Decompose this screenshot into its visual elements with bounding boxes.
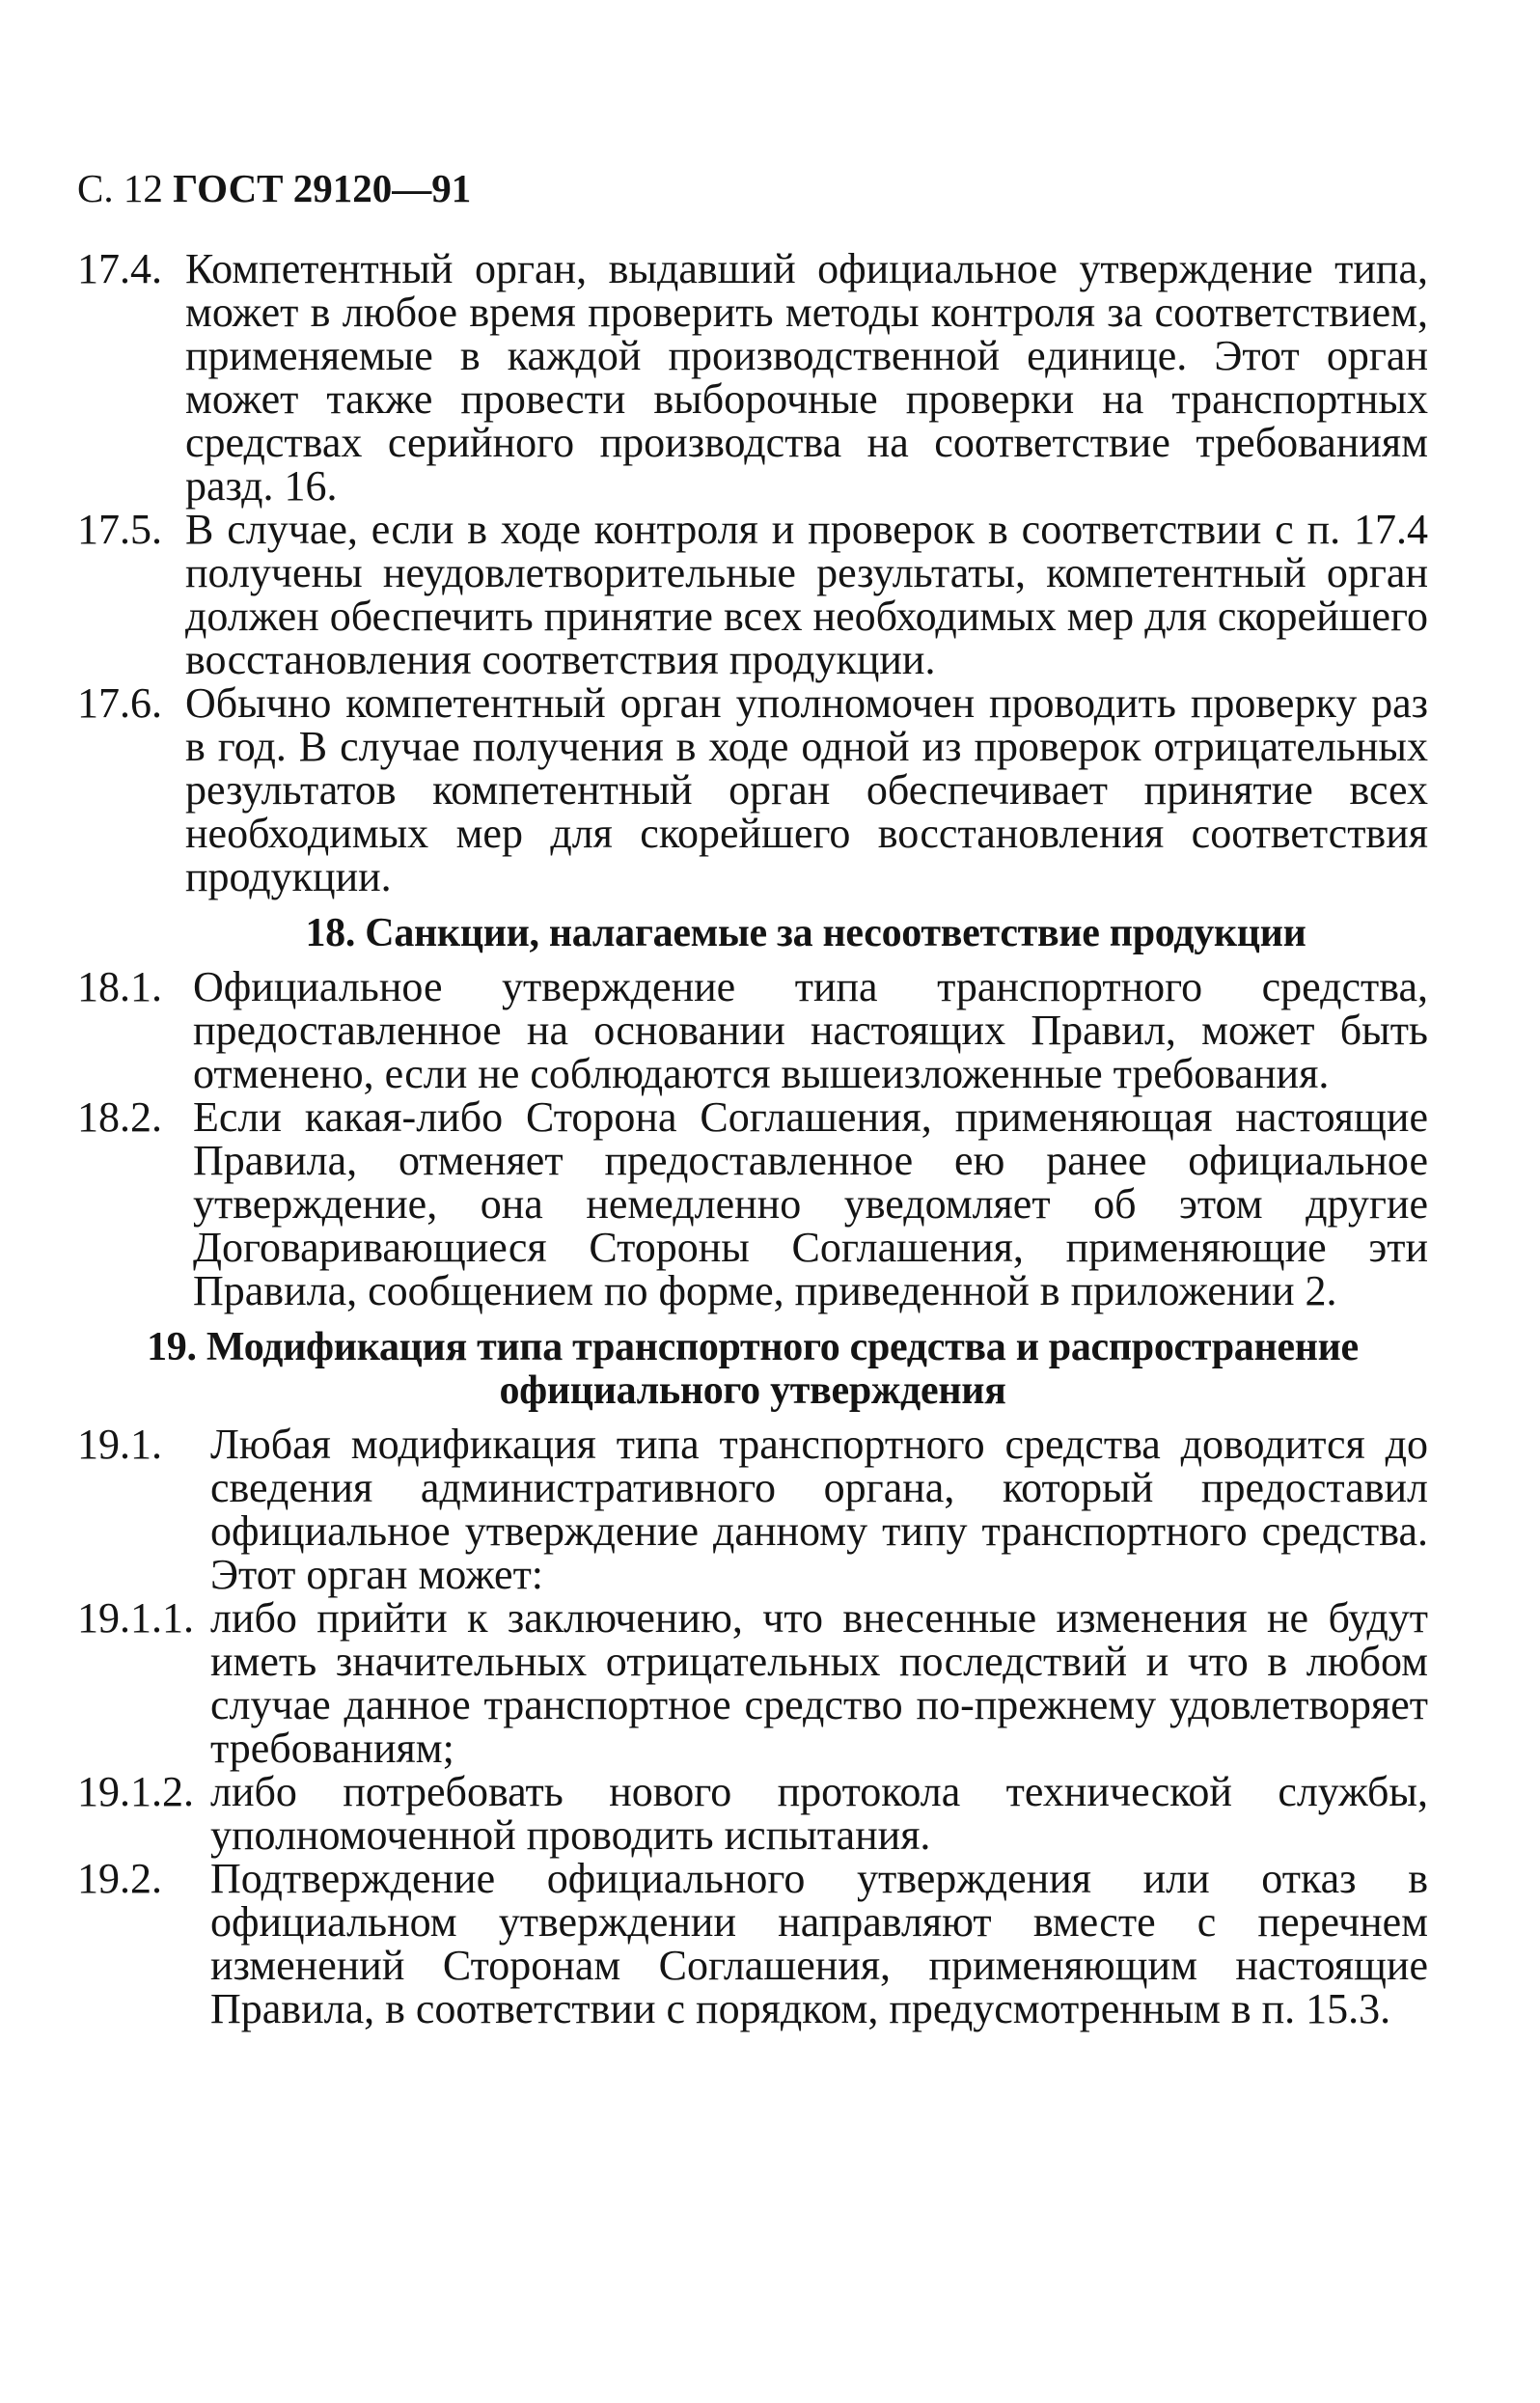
page-header bbox=[77, 166, 472, 210]
clause-text: Официальное утверждение типа транспортного средства, предоставленное на основании настоящих Правил, может быть отменено, если не соблюдаются вышеизложенные требования. bbox=[193, 963, 1428, 1097]
page-number: С. 12 bbox=[77, 166, 163, 210]
clause-text: Компетентный орган, выдавший официальное утверждение типа, может в любое время проверить методы контроля за соответствием, применяемые в каждой производственной единице. Этот орган может также провести выборочные проверки на транспортных средствах серийного производства на соответствие требованиям разд. 16. bbox=[185, 245, 1428, 510]
clause-number: 17.4. bbox=[77, 245, 162, 292]
clause-19-2 bbox=[77, 1857, 1428, 2030]
clause-number: 18.1. bbox=[77, 963, 162, 1010]
clause-text: Если какая-либо Сторона Соглашения, применяющая настоящие Правила, отменяет предоставленное ею ранее официальное утверждение, она немедленно уведомляет об этом другие Договаривающиеся Стороны Соглашения, применяющие эти Правила, сообщением по форме, приведенной в приложении 2. bbox=[193, 1093, 1428, 1314]
clause-number: 19.1.2. bbox=[77, 1768, 194, 1815]
section-19-heading: 19. Модификация типа транспортного средства и распространение официального утверждения bbox=[147, 1325, 1359, 1413]
clause-number: 19.1.1. bbox=[77, 1594, 194, 1642]
clause-number: 17.6. bbox=[77, 679, 162, 727]
clause-number: 19.2. bbox=[77, 1855, 162, 1902]
clause-17-6 bbox=[77, 681, 1428, 898]
clause-text: либо прийти к заключению, что внесенные изменения не будут иметь значительных отрицательных последствий и что в любом случае данное транспортное средство по-прежнему удовлетворяет требованиям; bbox=[210, 1594, 1428, 1772]
clause-17-4 bbox=[77, 247, 1428, 508]
clause-text: Подтверждение официального утверждения или отказ в официальном утверждении направляют вместе с перечнем изменений Сторонам Соглашения, применяющим настоящие Правила, в соответствии с порядком, предусмотренным в п. 15.3. bbox=[210, 1855, 1428, 2032]
clause-18-2 bbox=[77, 1095, 1428, 1312]
clause-19-1 bbox=[77, 1422, 1428, 1596]
clause-text: либо потребовать нового протокола технической службы, уполномоченной проводить испытания. bbox=[210, 1768, 1428, 1859]
clause-text: Любая модификация типа транспортного средства доводится до сведения административного органа, который предоставил официальное утверждение данному типу транспортного средства. Этот орган может: bbox=[210, 1421, 1428, 1598]
standard-designation: ГОСТ 29120—91 bbox=[173, 166, 472, 210]
clause-text: Обычно компетентный орган уполномочен проводить проверку раз в год. В случае получения в ходе одной из проверок отрицательных результатов компетентный орган обеспечивает принятие всех необходимых мер для скорейшего восстановления соответствия продукции. bbox=[185, 679, 1428, 900]
clause-19-1-2 bbox=[77, 1770, 1428, 1857]
clause-text: В случае, если в ходе контроля и проверок в соответствии с п. 17.4 получены неудовлетворительные результаты, компетентный орган должен обеспечить принятие всех необходимых мер для скорейшего восстановления соответствия продукции. bbox=[185, 506, 1428, 683]
clause-18-1 bbox=[77, 965, 1428, 1095]
clause-number: 17.5. bbox=[77, 506, 162, 553]
clause-number: 18.2. bbox=[77, 1093, 162, 1141]
page-content bbox=[77, 247, 1428, 2030]
clause-19-1-1 bbox=[77, 1596, 1428, 1770]
clause-number: 19.1. bbox=[77, 1421, 162, 1468]
clause-17-5 bbox=[77, 508, 1428, 681]
section-18-heading: 18. Санкции, налагаемые за несоответствие продукции bbox=[305, 911, 1306, 955]
